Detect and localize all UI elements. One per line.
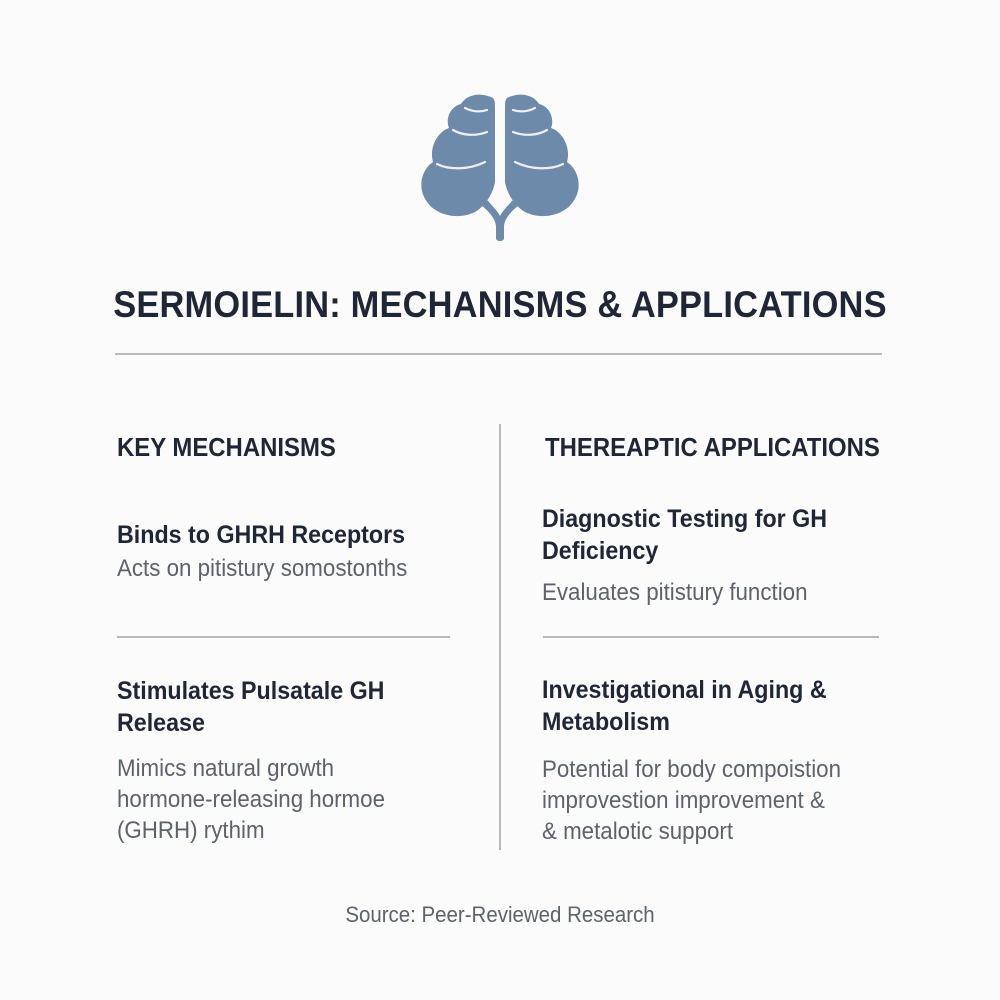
- title-divider: [115, 353, 882, 355]
- application-2-description: Potential for body compoistion improvestion improvement & & metalotic support: [542, 756, 842, 845]
- mechanism-2-description: Mimics natural growth hormone-releasing hormoe (GHRH) rythim: [117, 755, 385, 844]
- mechanism-divider: [117, 636, 450, 638]
- therapeutic-applications-heading: THEREAPTIC APPLICATIONS: [545, 432, 880, 462]
- mechanism-1-description: Acts on pitistury somostonths: [117, 555, 408, 582]
- gland-icon: [415, 90, 585, 245]
- mechanism-2-title: Stimulates Pulsatale GH Release: [117, 677, 385, 737]
- application-1-title: Diagnostic Testing for GH Deficiency: [542, 505, 828, 565]
- application-2-title: Investigational in Aging & Metabolism: [542, 676, 827, 736]
- column-divider: [499, 424, 501, 850]
- application-1-description: Evaluates pitistury function: [542, 579, 808, 606]
- mechanism-1-title: Binds to GHRH Receptors: [117, 521, 406, 549]
- page-title: SERMOIELIN: MECHANISMS & APPLICATIONS: [113, 284, 887, 325]
- source-citation: Source: Peer-Reviewed Research: [345, 902, 655, 927]
- application-divider: [543, 636, 879, 638]
- key-mechanisms-heading: KEY MECHANISMS: [117, 432, 336, 462]
